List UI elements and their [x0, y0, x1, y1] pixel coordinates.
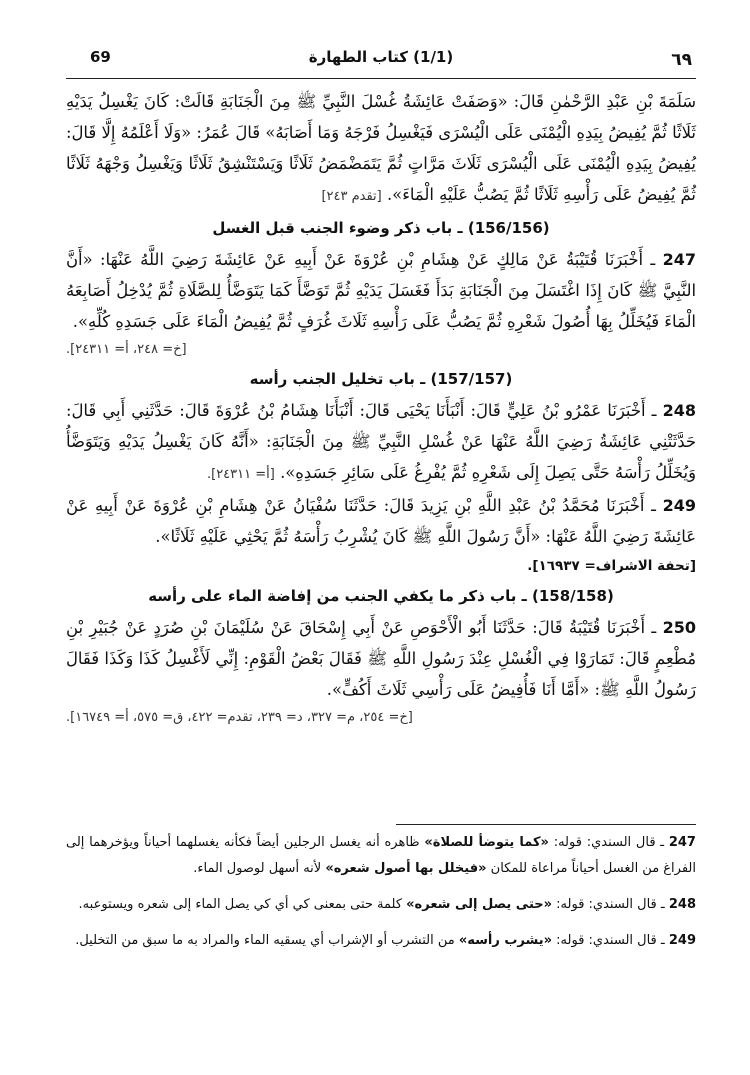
footnote-text: ظاهره أنه يغسل الرجلين أيضاً فكأنه يغسلهما أحياناً ويؤخرهما إلى الفراغ من الغسل أحياناً مراعاة للمكان	[66, 835, 696, 876]
footnote-keyword: «كما يتوضأ للصلاة»	[424, 835, 549, 850]
intro-reference: [تقدم ٢٤٣]	[321, 189, 382, 204]
hadith-reference: [تحفة الاشراف= ١٦٩٣٧].	[527, 558, 696, 574]
footnote-248	[66, 892, 696, 918]
footnote-keyword-2: «فيخلل بها أصول شعره»	[325, 861, 487, 876]
section-heading-156: (156/156) ـ باب ذكر وضوء الجنب قبل الغسل	[212, 219, 550, 237]
hadith-number: 250	[662, 618, 696, 637]
page-number-latin: 69	[90, 48, 111, 66]
page-header	[66, 44, 696, 79]
hadith-text: ـ أَخْبَرَنَا قُتَيْبَةُ عَنْ مَالِكٍ عَنْ هِشَامِ بْنِ عُرْوَةَ عَنْ أَبِيهِ عَنْ عَائِشَةَ رَضِيَ اللَّهُ عَنْهَا: «أَنَّ النَّبِيَّ ﷺ كَانَ إِذَا اغْتَسَلَ مِنَ الْجَنَابَةِ بَدَأَ فَغَسَلَ يَدَيْهِ ثُمَّ تَوَضَّأَ كَمَا يَتَوَضَّأُ لِلصَّلَاةِ ثُمَّ يُدْخِلُ أَصَابِعَهُ الْمَاءَ فَيُخَلِّلُ بِهَا أُصُولَ شَعْرِهِ ثُمَّ يَصُبُّ عَلَى رَأْسِهِ ثَلَاثَ غُرَفٍ ثُمَّ يُفِيضُ الْمَاءَ عَلَى جَسَدِهِ كُلِّهِ».	[66, 250, 696, 331]
hadith-reference: [أ= ٢٤٣١١].	[206, 467, 275, 482]
hadith-reference: [خ= ٢٤٨، أ= ٢٤٣١١].	[66, 342, 187, 357]
hadith-text: ـ أَخْبَرَنَا قُتَيْبَةُ قَالَ: حَدَّثَنَا أَبُو الْأَحْوَصِ عَنْ أَبِي إِسْحَاقَ عَنْ سُلَيْمَانَ بْنِ صُرَدٍ عَنْ جُبَيْرِ بْنِ مُطْعِمٍ قَالَ: تَمَارَوْا فِي الْغُسْلِ عِنْدَ رَسُولِ اللَّهِ ﷺ فَقَالَ بَعْضُ الْقَوْمِ: إِنِّي لَأَغْسِلُ كَذَا وَكَذَا فَقَالَ رَسُولُ اللَّهِ ﷺ: «أَمَّا أَنَا فَأُفِيضُ عَلَى رَأْسِي ثَلَاثَ أَكُفٍّ».	[66, 618, 696, 699]
hadith-number: 249	[662, 496, 696, 515]
page-number-arabic: ٦٩	[671, 50, 692, 70]
footnote-intro: ـ قال السندي: قوله:	[556, 897, 665, 912]
hadith-number: 248	[662, 401, 696, 420]
intro-paragraph	[66, 86, 696, 212]
footnote-separator	[396, 824, 696, 825]
footnote-intro: ـ قال السندي: قوله:	[553, 835, 665, 850]
footnote-249	[66, 928, 696, 954]
footnote-number: 248	[668, 897, 696, 912]
hadith-text: ـ أَخْبَرَنَا عَمْرُو بْنُ عَلِيٍّ قَالَ: أَنْبَأَنَا يَحْيَى قَالَ: أَنْبَأَنَا هِشَامُ بْنُ عُرْوَةَ قَالَ: حَدَّثَنِي أَبِي قَالَ: حَدَّثَتْنِي عَائِشَةُ رَضِيَ اللَّهُ عَنْهَا عَنْ غُسْلِ النَّبِيِّ ﷺ مِنَ الْجَنَابَةِ: «أَنَّهُ كَانَ يَغْسِلُ يَدَيْهِ وَيَتَوَضَّأُ وَيُخَلِّلُ رَأْسَهُ حَتَّى يَصِلَ إِلَى شَعْرِهِ ثُمَّ يُفْرِغُ عَلَى سَائِرِ جَسَدِهِ».	[66, 401, 696, 482]
footnote-text: كلمة حتى بمعنى كي أي كي يصل الماء إلى شعره ويستوعبه.	[78, 897, 403, 912]
footnotes	[66, 830, 696, 964]
section-heading-157: (157/157) ـ باب تخليل الجنب رأسه	[249, 370, 513, 388]
footnote-number: 249	[668, 933, 696, 948]
footnote-247	[66, 830, 696, 882]
hadith-reference: [خ= ٢٥٤، م= ٣٢٧، د= ٢٣٩، تقدم= ٤٢٢، ق= ٥٧٥، أ= ١٦٧٤٩].	[66, 710, 413, 725]
footnote-number: 247	[668, 835, 696, 850]
hadith-number: 247	[662, 250, 696, 269]
hadith-249	[66, 490, 696, 552]
footnote-keyword: «يشرب رأسه»	[458, 933, 553, 948]
footnote-keyword: «حتى يصل إلى شعره»	[406, 897, 553, 912]
intro-text: سَلَمَةَ بْنِ عَبْدِ الرَّحْمٰنِ قَالَ: «وَصَفَتْ عَائِشَةُ غُسْلَ النَّبِيِّ ﷺ مِنَ الْجَنَابَةِ قَالَتْ: كَانَ يَغْسِلُ يَدَيْهِ ثَلَاثًا ثُمَّ يُفِيضُ بِيَدِهِ الْيُمْنَى عَلَى الْيُسْرَى فَيَغْسِلُ فَرْجَهُ وَمَا أَصَابَهُ» قَالَ عُمَرُ: «وَلَا أَعْلَمُهُ إِلَّا قَالَ: يُفِيضُ بِيَدِهِ الْيُمْنَى عَلَى الْيُسْرَى ثَلَاثَ مَرَّاتٍ ثُمَّ يَتَمَضْمَضُ ثَلَاثًا وَيَسْتَنْشِقُ ثَلَاثًا وَيَغْسِلُ وَجْهَهُ ثَلَاثًا ثُمَّ يُفِيضُ عَلَى رَأْسِهِ ثَلَاثًا ثُمَّ يَصُبُّ عَلَيْهِ الْمَاءَ».	[66, 92, 696, 204]
footnote-text: من التشرب أو الإشراب أي يسقيه الماء والمراد به ما سبق من التخليل.	[75, 933, 455, 948]
chapter-title: (1/1) كتاب الطهارة	[308, 48, 454, 66]
main-text	[66, 86, 696, 731]
hadith-247	[66, 244, 696, 337]
hadith-250	[66, 612, 696, 705]
hadith-248	[66, 395, 696, 490]
footnote-intro: ـ قال السندي: قوله:	[556, 933, 665, 948]
section-heading-158: (158/158) ـ باب ذكر ما يكفي الجنب من إفاضة الماء على رأسه	[148, 587, 614, 605]
footnote-text-2: لأنه أسهل لوصول الماء.	[193, 861, 322, 876]
hadith-text: ـ أَخْبَرَنَا مُحَمَّدُ بْنُ عَبْدِ اللَّهِ بْنِ يَزِيدَ قَالَ: حَدَّثَنَا سُفْيَانُ عَنْ هِشَامِ بْنِ عُرْوَةَ عَنْ أَبِيهِ عَنْ عَائِشَةَ رَضِيَ اللَّهُ عَنْهَا: «أَنَّ رَسُولَ اللَّهِ ﷺ كَانَ يُشْرِبُ رَأْسَهُ ثُمَّ يَحْثِي عَلَيْهِ ثَلَاثًا».	[66, 496, 696, 546]
